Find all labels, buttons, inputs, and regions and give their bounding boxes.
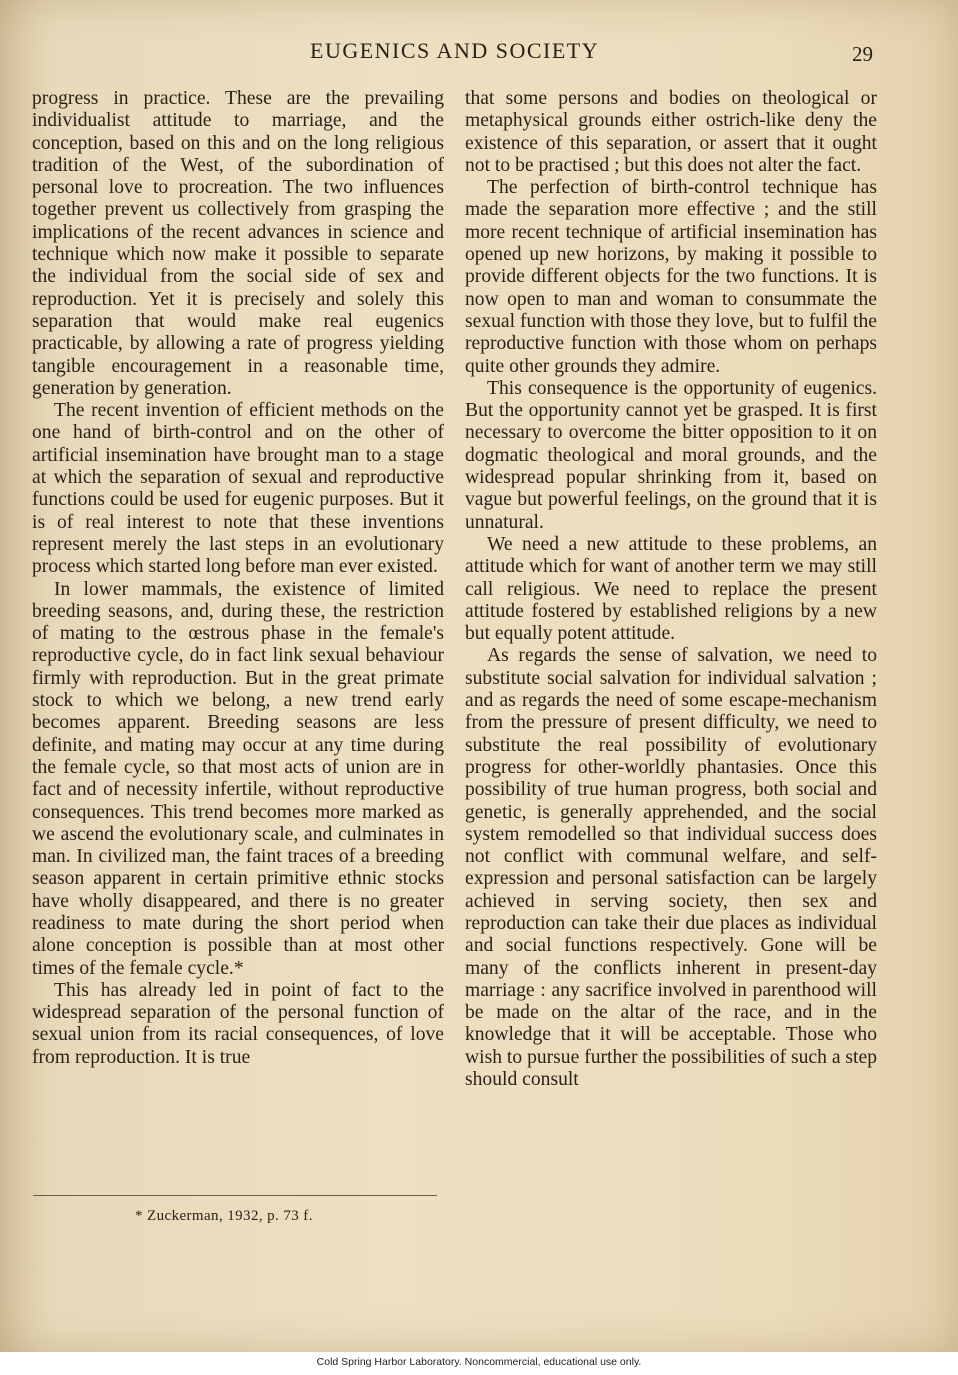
paragraph: In lower mammals, the existence of limited breeding seasons, and, during these, the restriction of mating to the œstrous phase in the female's reproductive cycle, do in fact link sexual behaviour firmly with reproduction. But in the great primate stock to which we belong, a new trend early becomes apparent. Breeding seasons are less definite, and mating may occur at any time during the female cycle, so that most acts of union are in fact and of necessity infertile, without reproductive consequences. This trend becomes more marked as we ascend the evolutionary scale, and culminates in man. In civilized man, the faint traces of a breeding season apparent in certain primitive ethnic stocks have wholly disappeared, and there is no greater readiness to mate during the short period when alone conception is possible than at most other times of the female cycle.* xyxy=(32,578,444,979)
paragraph: This has already led in point of fact to the widespread separation of the personal function of sexual union from its racial consequences, of love from reproduction. It is true xyxy=(32,979,444,1068)
paragraph: that some persons and bodies on theological or metaphysical grounds either ostrich-like deny the existence of this separation, or assert that it ought not to be practised ; but this does not alter the fact. xyxy=(465,88,877,176)
paragraph: The perfection of birth-control technique has made the separation more effective ; and the still more recent technique of artificial insemination has opened up new horizons, by making it possible to provide different objects for the two functions. It is now open to man and woman to consummate the sexual function with those they love, but to fulfil the reproductive function with those whom on perhaps quite other grounds they admire. xyxy=(465,177,877,377)
paragraph: This consequence is the opportunity of eugenics. But the opportunity cannot yet be grasped. It is first necessary to overcome the bitter opposition to it on dogmatic theological and moral grounds, and the widespread popular shrinking from it, based on vague but powerful feelings, on the ground that it is unnatural. xyxy=(465,377,877,533)
credit-line: Cold Spring Harbor Laboratory. Noncommercial, educational use only. xyxy=(316,1356,642,1368)
right-column xyxy=(465,88,877,1091)
page-number: 29 xyxy=(852,42,873,66)
left-column xyxy=(32,88,444,1069)
running-head: EUGENICS AND SOCIETY xyxy=(310,38,600,63)
page-header xyxy=(0,38,958,68)
footnote-divider xyxy=(33,1195,437,1196)
paragraph: The recent invention of efficient methods on the one hand of birth-control and on the other of artificial insemination have brought man to a stage at which the separation of sexual and reproductive functions could be used for eugenic purposes. But it is of real interest to note that these inventions represent merely the last steps in an evolutionary process which started long before man ever existed. xyxy=(32,400,444,578)
footnote: * Zuckerman, 1932, p. 73 f. xyxy=(135,1208,313,1224)
paragraph: We need a new attitude to these problems, an attitude which for want of another term we may still call religious. We need to replace the present attitude fostered by established religions by a new but equally potent attitude. xyxy=(465,533,877,645)
paragraph: progress in practice. These are the prevailing individualist attitude to marriage, and the conception, based on this and on the long religious tradition of the West, of the subordination of personal love to procreation. The two influences together prevent us collectively from grasping the implications of the recent advances in science and technique which now make it possible to separate the individual from the social side of sex and reproduction. Yet it is precisely and solely this separation that would make real eugenics practicable, by allowing a rate of progress yielding tangible encouragement in a reasonable time, generation by generation. xyxy=(32,88,444,399)
paragraph: As regards the sense of salvation, we need to substitute social salvation for individual salvation ; and as regards the need of some escape-mechanism from the pressure of present difficulty, we need to substitute the real possibility of evolutionary progress for other-worldly phantasies. Once this possibility of true human progress, both social and genetic, is generally apprehended, and the social system remodelled so that individual success does not conflict with communal welfare, and self-expression and personal satisfaction can be largely achieved in serving society, then sex and reproduction can take their due places as individual and social functions respectively. Gone will be many of the conflicts inherent in present-day marriage : any sacrifice involved in parenthood will be made on the altar of the race, and in the knowledge that it will be acceptable. Those who wish to pursue further the possibilities of such a step should consult xyxy=(465,645,877,1091)
